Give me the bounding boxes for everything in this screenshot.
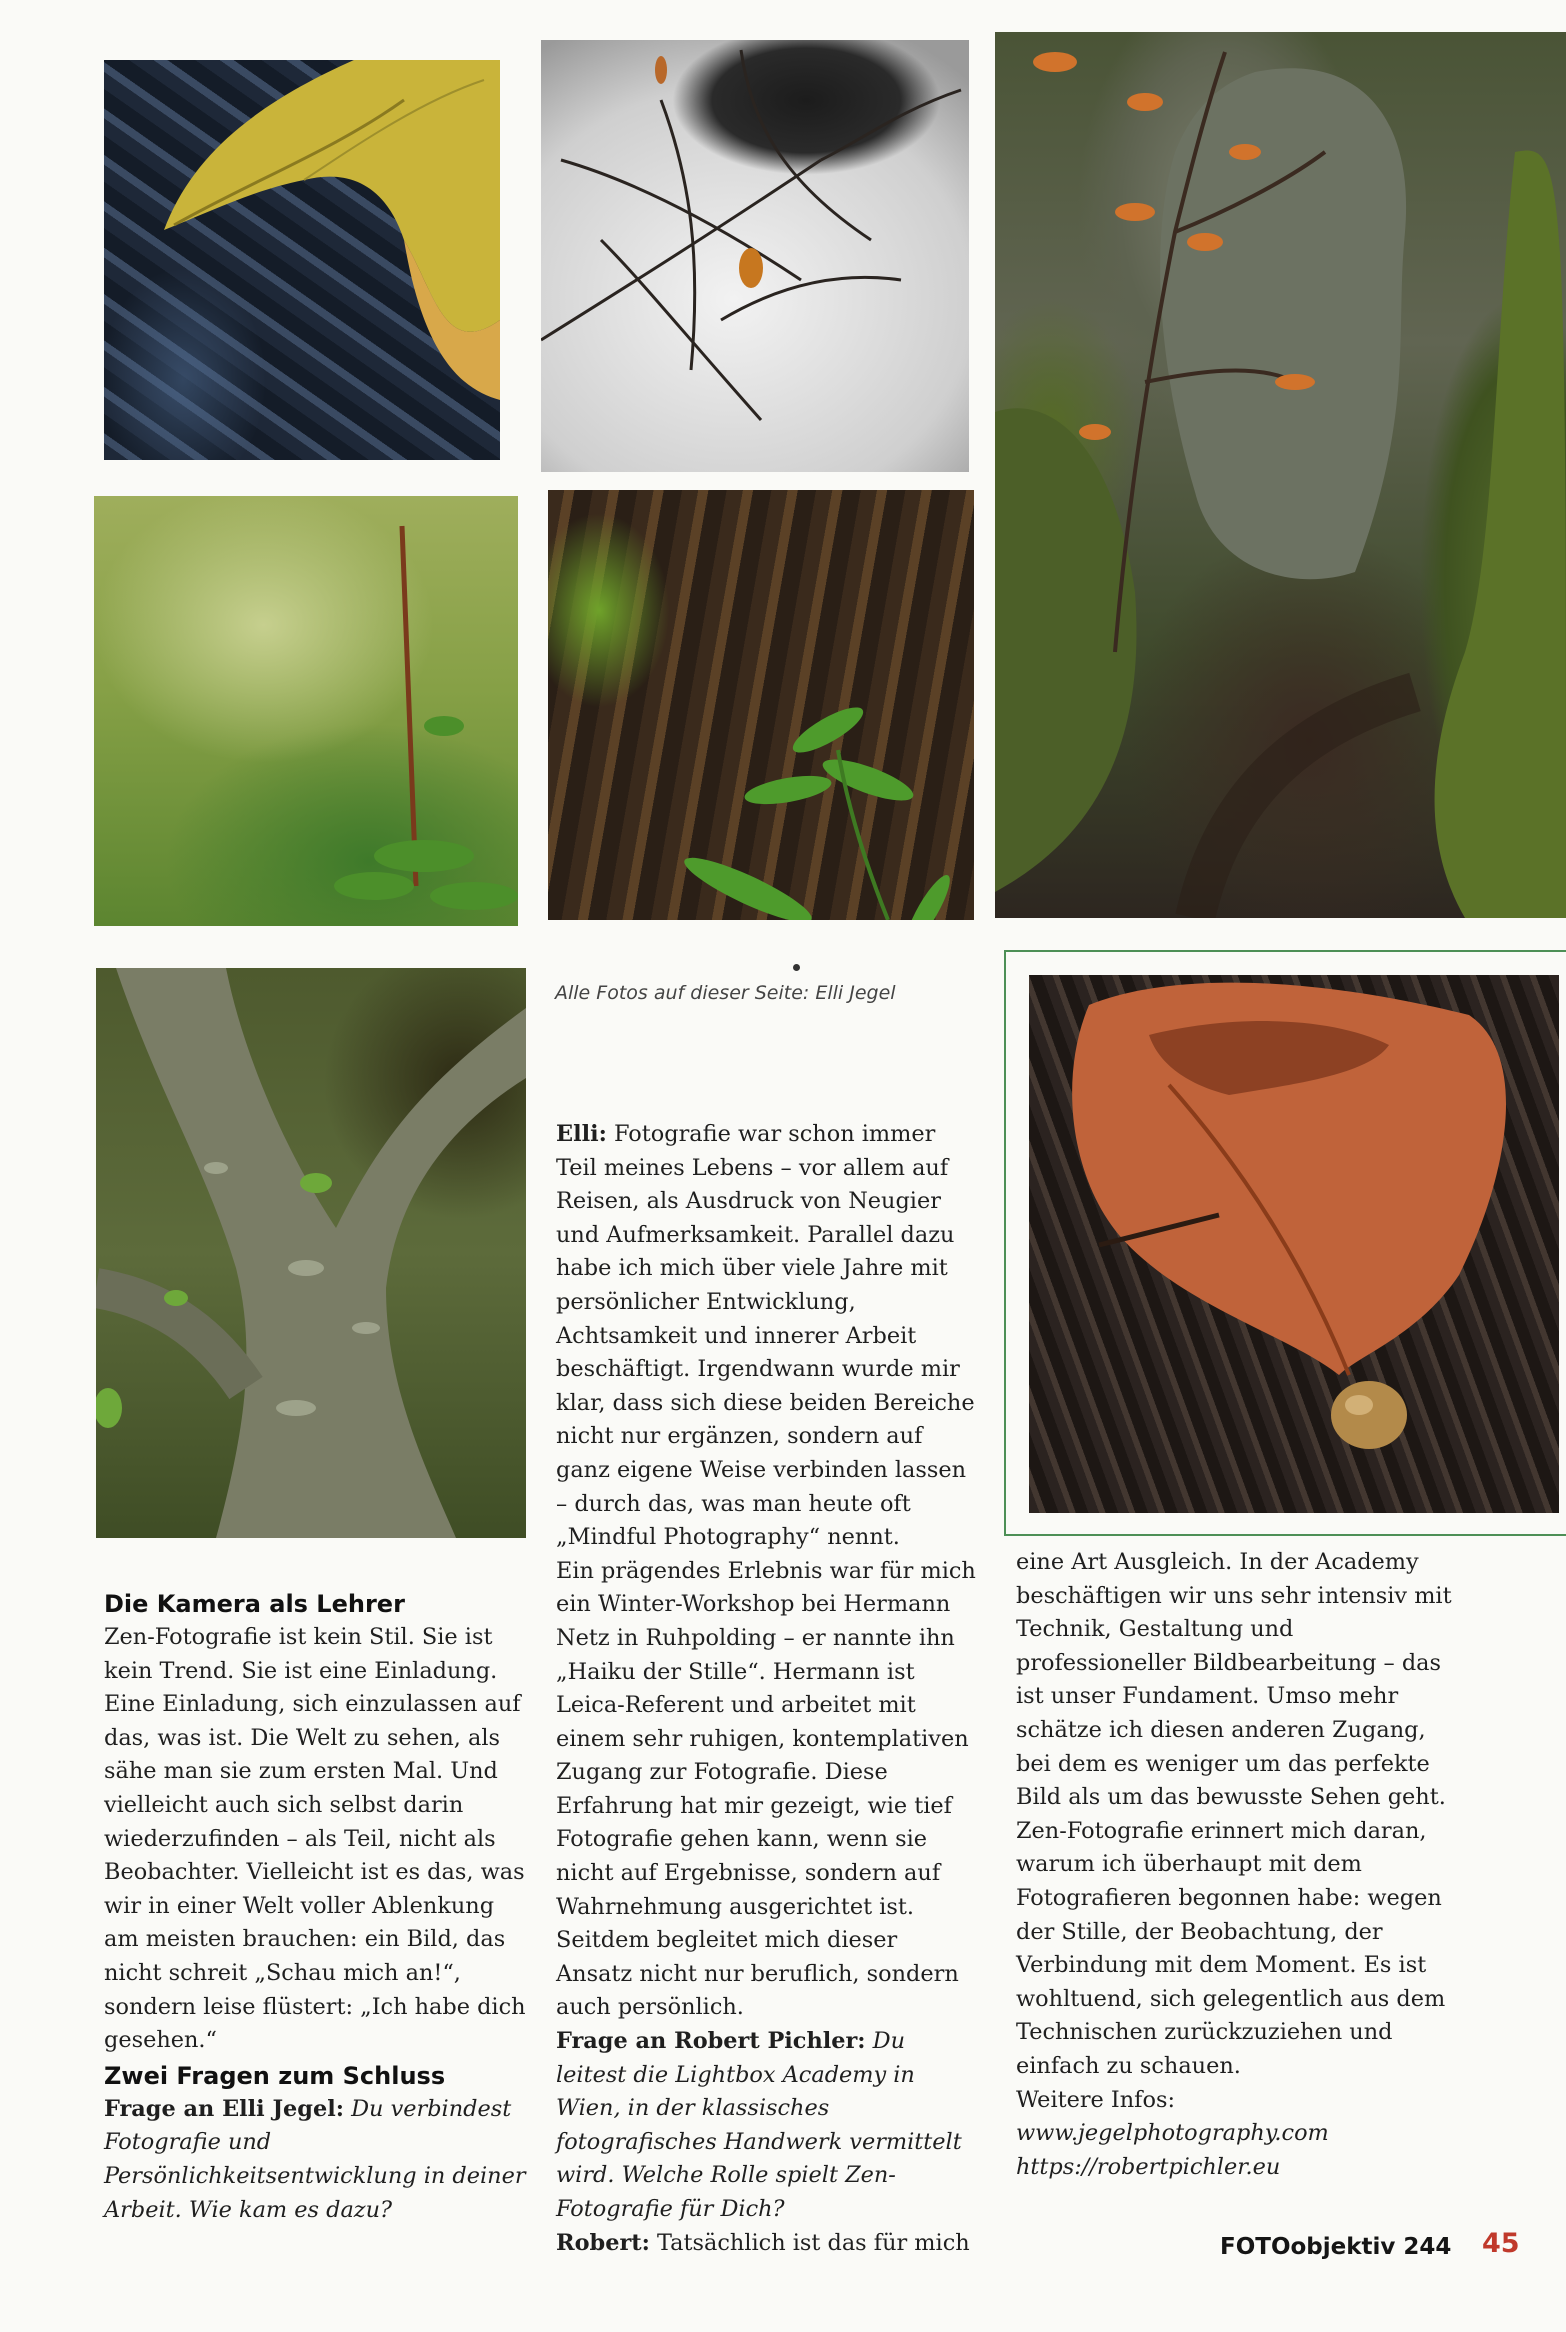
text-column-2 xyxy=(556,1118,980,2260)
bark-plant-drawing xyxy=(548,490,974,920)
text-column-3 xyxy=(1016,1546,1456,2184)
mossy-rocks-drawing xyxy=(995,32,1566,918)
heading-kamera-als-lehrer: Die Kamera als Lehrer xyxy=(104,1590,405,1618)
page-number: 45 xyxy=(1482,2228,1520,2259)
link-robertpichler[interactable]: https://robertpichler.eu xyxy=(1016,2153,1281,2180)
photo-credit-caption: Alle Fotos auf dieser Seite: Elli Jegel xyxy=(555,982,896,1004)
question-label-elli: Frage an Elli Jegel: xyxy=(104,2095,344,2122)
yellow-leaf-drawing xyxy=(104,60,500,460)
question-label-robert: Frage an Robert Pichler: xyxy=(556,2028,866,2055)
more-info-label: Weitere Infos: xyxy=(1016,2086,1175,2113)
caption-dot xyxy=(793,964,800,971)
photo-twigs-backlit xyxy=(541,40,969,472)
answer-robert-continued: eine Art Ausgleich. In der Academy beschäftigen wir uns sehr intensiv mit Technik, Gestaltung und professioneller Bildbearbeitung – das ist unser Fundament. Umso mehr schätze ich diesen anderen Zugang, bei dem es weniger um das perfekte Bild als um das bewusste Sehen geht. Zen-Fotografie erinnert mich daran, warum ich überhaupt mit dem Fotografieren begonnen habe: wegen der Stille, der Beobachtung, der Verbindung mit dem Moment. Es ist wohltuend, sich gelegentlich aus dem Technischen zurückzuziehen und einfach zu schauen. xyxy=(1016,1549,1452,2079)
heading-zwei-fragen: Zwei Fragen zum Schluss xyxy=(104,2061,446,2090)
answer-text-robert: Tatsächlich ist das für mich xyxy=(656,2229,970,2256)
question-text-robert: Du leitest die Lightbox Academy in Wien, in der klassisches fotografisches Handwerk vermittelt wird. Welche Rolle spielt Zen-Fotografie für Dich? xyxy=(556,2028,962,2222)
answer-label-elli: Elli: xyxy=(556,1121,607,1147)
answer-robert xyxy=(556,2227,980,2261)
answer-text-elli: Fotografie war schon immer Teil meines Lebens – vor allem auf Reisen, als Ausdruck von Neugier und Aufmerksamkeit. Parallel dazu habe ich mich über viele Jahre mit persönlicher Entwicklung, Achtsamkeit und innerer Arbeit beschäftigt. Irgendwann wurde mir klar, dass sich diese beiden Bereiche nicht nur ergänzen, sondern auf ganz eigene Weise verbinden lassen – durch das, was man heute oft „Mindful Photography“ nennt. xyxy=(556,1121,975,1551)
photo-tree-fork xyxy=(96,968,526,1538)
orange-leaf-drawing xyxy=(1029,975,1559,1513)
answer-elli-continued: Ein prägendes Erlebnis war für mich ein Winter-Workshop bei Hermann Netz in Ruhpolding – er nannte ihn „Haiku der Stille“. Hermann ist Leica-Referent und arbeitet mit einem sehr ruhigen, kontemplativen Zugang zur Fotografie. Diese Erfahrung hat mir gezeigt, wie tief Fotografie gehen kann, wenn sie nicht auf Ergebnisse, sondern auf Wahrnehmung ausgerichtet ist. Seitdem begleitet mich dieser Ansatz nicht nur beruflich, sondern auch persönlich. xyxy=(556,1557,976,2021)
answer-label-robert: Robert: xyxy=(556,2229,650,2256)
grass-twig-drawing xyxy=(94,496,518,926)
photo-bark-with-plant xyxy=(548,490,974,920)
answer-elli xyxy=(556,1118,980,1555)
photo-mossy-rocks xyxy=(995,32,1566,918)
question-text-elli: Du verbindest Fotografie und Persönlichkeitsentwicklung in deiner Arbeit. Wie kam es dazu? xyxy=(104,2095,526,2223)
magazine-footer: FOTOobjektiv 244 xyxy=(1220,2234,1452,2260)
paragraph-zen-fotografie: Zen-Fotografie ist kein Stil. Sie ist kein Trend. Sie ist eine Einladung. Eine Einladung, sich einzulassen auf das, was ist. Die Welt zu sehen, als sähe man sie zum ersten Mal. Und vielleicht auch sich selbst darin wiederzufinden – als Teil, nicht als Beobachter. Vielleicht ist es das, was wir in einer Welt voller Ablenkung am meisten brauchen: ein Bild, das nicht schreit „Schau mich an!“, sondern leise flüstert: „Ich habe dich gesehen.“ xyxy=(104,1624,526,2054)
photo-yellow-leaf-on-rock xyxy=(104,60,500,460)
text-column-1 xyxy=(104,1588,534,2227)
link-jegelphotography[interactable]: www.jegelphotography.com xyxy=(1016,2120,1329,2147)
question-to-elli xyxy=(104,2093,534,2227)
tree-fork-drawing xyxy=(96,968,526,1538)
question-to-robert xyxy=(556,2025,980,2227)
twig-drawing xyxy=(541,40,969,472)
photo-green-grass-blur xyxy=(94,496,518,926)
photo-orange-leaf-on-wood xyxy=(1029,975,1559,1513)
